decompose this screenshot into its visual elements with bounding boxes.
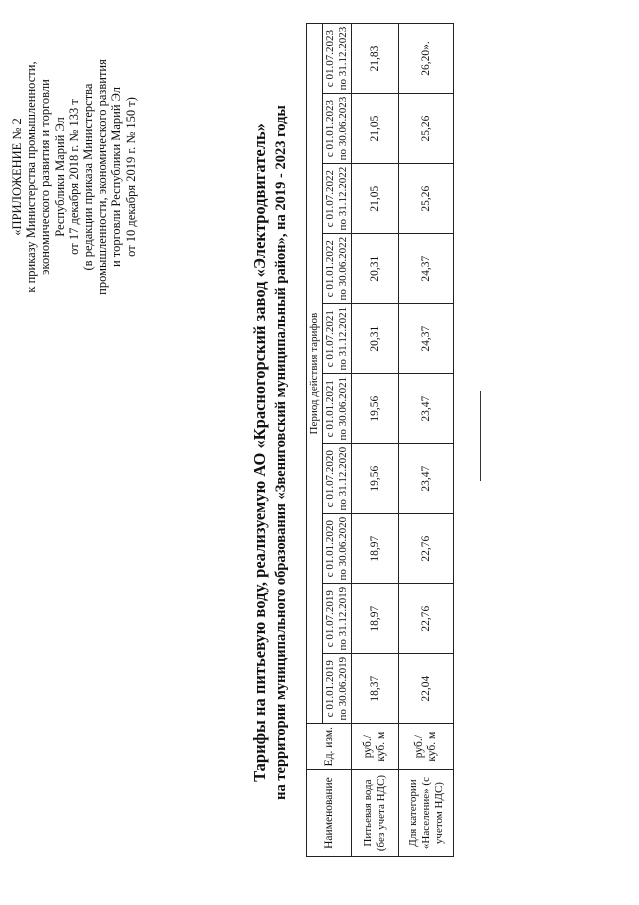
period-cell: с 01.07.2020 по 31.12.2020 <box>323 444 352 514</box>
tariff-value: 21,05 <box>352 94 399 164</box>
tariff-value: 25,26 <box>399 164 454 234</box>
header-period: Период действия тарифов <box>307 24 323 724</box>
header-name: Наименование <box>307 770 352 857</box>
appendix-line: от 10 декабря 2019 г. № 150 т) <box>123 97 138 257</box>
tariff-value: 22,76 <box>399 584 454 654</box>
header-unit: Ед. изм. <box>307 724 352 770</box>
tariff-value: 22,76 <box>399 514 454 584</box>
row-name: Питьевая вода (без учета НДС) <box>352 770 399 857</box>
period-cell: с 01.07.2021 по 31.12.2021 <box>323 304 352 374</box>
tariff-value: 23,47 <box>399 374 454 444</box>
tariff-value: 24,37 <box>399 234 454 304</box>
tariff-value: 18,37 <box>352 654 399 724</box>
tariff-value: 19,56 <box>352 444 399 514</box>
table-header-row <box>307 24 323 857</box>
tariff-value: 21,05 <box>352 164 399 234</box>
tariff-value: 20,31 <box>352 234 399 304</box>
period-cell: с 01.01.2020 по 30.06.2020 <box>323 514 352 584</box>
tariff-value: 21,83 <box>352 24 399 94</box>
table-row <box>352 24 399 857</box>
tariff-value: 19,56 <box>352 374 399 444</box>
title-line-2: на территории муниципального образования «Звениговский муниципальный район», на 2019 - 2023 годы <box>273 105 289 800</box>
tariff-value: 24,37 <box>399 304 454 374</box>
appendix-note <box>10 27 138 327</box>
appendix-line: и торговли Республики Марий Эл <box>109 86 124 268</box>
tariff-value: 26,20». <box>399 24 454 94</box>
tariff-value: 22,04 <box>399 654 454 724</box>
period-cell: с 01.01.2023 по 30.06.2023 <box>323 94 352 164</box>
tariff-table <box>306 23 454 857</box>
appendix-line: промышленности, экономического развития <box>95 59 110 295</box>
title-line-1: Тарифы на питьевую воду, реализуемую АО «Красногорский завод «Электродвигатель» <box>250 123 269 782</box>
tariff-value: 18,97 <box>352 584 399 654</box>
document-title <box>250 0 290 905</box>
period-cell: с 01.07.2023 по 31.12.2023 <box>323 24 352 94</box>
period-cell: с 01.07.2019 по 31.12.2019 <box>323 584 352 654</box>
tariff-value: 18,97 <box>352 514 399 584</box>
appendix-line: «ПРИЛОЖЕНИЕ № 2 <box>10 118 24 236</box>
signature-line <box>480 391 481 481</box>
period-cell: с 01.01.2022 по 30.06.2022 <box>323 234 352 304</box>
row-name: Для категории «Население» (с учетом НДС) <box>399 770 454 857</box>
table-row <box>399 24 454 857</box>
appendix-line: к приказу Министерства промышленности, <box>24 61 39 293</box>
tariff-value: 25,26 <box>399 94 454 164</box>
row-unit: руб./ куб. м <box>352 724 399 770</box>
tariff-value: 20,31 <box>352 304 399 374</box>
period-cell: с 01.07.2022 по 31.12.2022 <box>323 164 352 234</box>
appendix-line: от 17 декабря 2018 г. № 133 т <box>66 99 81 255</box>
appendix-line: экономического развития и торговли <box>38 79 53 275</box>
period-cell: с 01.01.2019 по 30.06.2019 <box>323 654 352 724</box>
tariff-value: 23,47 <box>399 444 454 514</box>
row-unit: руб./ куб. м <box>399 724 454 770</box>
period-cell: с 01.01.2021 по 30.06.2021 <box>323 374 352 444</box>
appendix-line: Республики Марий Эл <box>52 117 67 237</box>
appendix-line: (в редакции приказа Министерства <box>81 83 96 271</box>
